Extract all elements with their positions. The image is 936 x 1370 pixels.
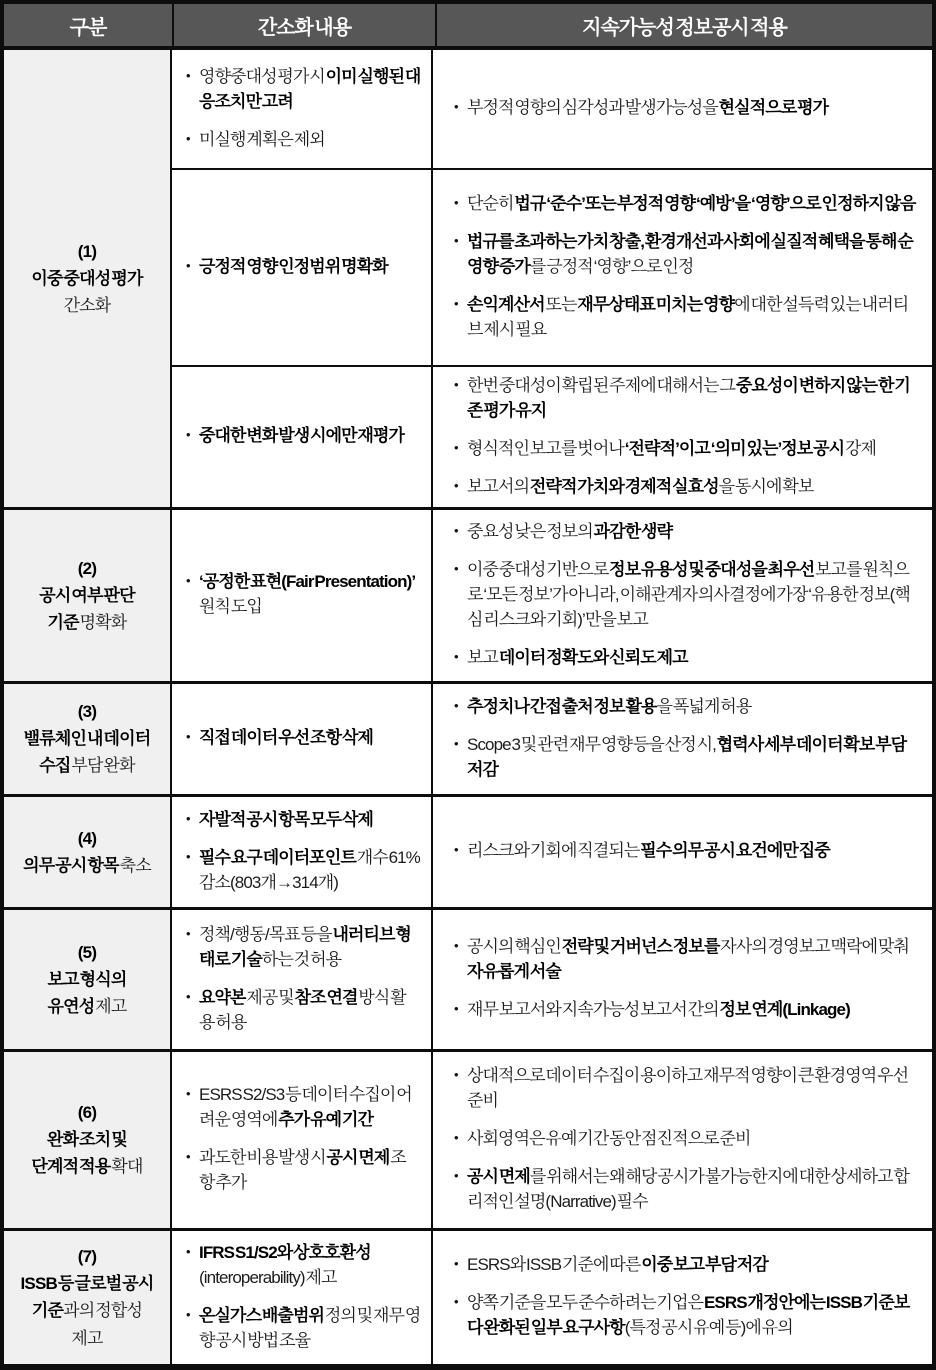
- text-segment: 형식적인 보고를 벗어나: [467, 438, 625, 458]
- table-group-row: [4, 907, 932, 1049]
- bullet-item: [453, 998, 918, 1023]
- text-segment: 긍정적 영향 인정범위 명확화: [199, 256, 388, 276]
- category-line: [23, 852, 151, 879]
- text-segment: 공시 여부 판단: [39, 585, 135, 605]
- bullet-list: [185, 923, 421, 1036]
- bullet-item: [453, 1253, 918, 1278]
- text-segment: 보고서의: [467, 476, 530, 496]
- text-segment: 을 동시에 확보: [718, 476, 814, 496]
- bullet-list: [453, 1253, 918, 1341]
- content-cell: [172, 170, 433, 365]
- category-line: [47, 993, 126, 1020]
- text-segment: 미실행 계획은 제외: [199, 129, 325, 149]
- cell-content: [172, 170, 431, 365]
- bullet-list: [185, 65, 421, 153]
- text-segment: 정보 유용성 및 중대성을 최우선: [609, 559, 815, 579]
- text-segment: 필수 요구 데이터포인트: [199, 847, 356, 867]
- text-segment: 전략적 가치와 경제적 실효성: [529, 476, 719, 496]
- text-segment: 의무 공시 항목: [23, 855, 119, 875]
- cell-content: [433, 50, 932, 168]
- text-segment: 데이터 정확도와 신뢰도 제고: [498, 647, 688, 667]
- table-group-row: [4, 1049, 932, 1228]
- text-segment: 협력사 세부 데이터 확보 부담 저감: [467, 734, 907, 779]
- bullet-item: [453, 1165, 918, 1215]
- bullet-list: [185, 1083, 421, 1196]
- text-segment: 조항 추가: [199, 1148, 406, 1193]
- text-segment: 공시의 핵심인: [467, 937, 562, 957]
- bullet-item: [453, 646, 918, 671]
- category-line: [47, 966, 126, 993]
- bullet-list: [185, 1241, 421, 1354]
- text-segment: 제고: [71, 1328, 103, 1348]
- text-segment: 자유롭게 서술: [467, 962, 561, 982]
- cell-content: [433, 170, 932, 365]
- text-segment: (4): [77, 828, 97, 848]
- text-segment: ESRS 개정안에는 ISSB 기준보다 완화된 일부 요구사항: [467, 1293, 910, 1338]
- cell-content: [433, 910, 932, 1049]
- category-line: [31, 1153, 142, 1180]
- bullet-item: [453, 1127, 918, 1152]
- bullet-item: [185, 726, 421, 751]
- text-segment: 한번 중대성이 확립된 주제에 대해서는 그: [467, 375, 736, 395]
- table-sub-row: [172, 510, 932, 681]
- text-segment: 참조 연결: [294, 987, 358, 1007]
- table-group-row: [4, 681, 932, 794]
- text-segment: 이중 중대성 평가: [31, 268, 143, 288]
- category-cell: [4, 510, 172, 681]
- bullet-item: [185, 65, 421, 115]
- bullet-item: [453, 695, 918, 720]
- text-segment: 유연성: [47, 996, 95, 1016]
- category-line: [39, 582, 135, 609]
- text-segment: 또는: [544, 294, 578, 314]
- text-segment: 을 폭넓게 허용: [656, 696, 752, 716]
- text-segment: Scope 3 및 관련 재무 영향 등을 산정 시,: [467, 734, 717, 754]
- text-segment: 밸류체인 내 데이터: [23, 729, 151, 749]
- text-segment: 전략 및 거버넌스 정보를: [561, 937, 720, 957]
- text-segment: 과감한 생략: [593, 521, 673, 541]
- text-segment: 정책/행동/목표 등을: [199, 924, 333, 944]
- text-segment: (interoperability) 제고: [199, 1267, 337, 1287]
- bullet-item: [185, 424, 421, 449]
- bullet-item: [453, 839, 918, 864]
- bullet-list: [185, 808, 421, 896]
- text-segment: 강제: [844, 438, 877, 458]
- text-segment: 보고 형식의: [47, 969, 127, 989]
- bullet-item: [185, 986, 421, 1036]
- bullet-item: [185, 923, 421, 973]
- text-segment: 원칙 도입: [199, 597, 262, 617]
- bullet-list: [453, 520, 918, 671]
- text-segment: 보고를 원칙으로 ‘모든 정보’가 아니라, 이해관계자 의사결정에 가장 ‘유용한 정보(핵심 리스크와 기회)’만을 보고: [467, 559, 910, 629]
- header-category: 구분: [69, 16, 107, 39]
- category-line: [78, 555, 96, 582]
- text-segment: ‘공정한 표현(Fair Presentation)’: [199, 572, 416, 592]
- text-segment: (1): [77, 241, 97, 261]
- text-segment: 를 긍정적 ‘영향’으로 인정: [529, 256, 694, 276]
- text-segment: ISSB 등 글로벌 공시: [20, 1274, 154, 1294]
- bullet-list: [453, 96, 918, 121]
- category-line: [64, 292, 111, 319]
- category-cell: [4, 797, 172, 907]
- sub-rows: [172, 50, 932, 507]
- text-segment: 추가 유예 기간: [278, 1110, 374, 1130]
- text-segment: 내러티브 형태로 기술: [199, 924, 411, 969]
- bullet-item: [453, 230, 918, 280]
- table-sub-row: [172, 797, 932, 907]
- application-cell: [433, 1052, 932, 1228]
- text-segment: 제공 및: [245, 987, 295, 1007]
- application-cell: [433, 50, 932, 168]
- text-segment: 자발적 공시 항목 모두 삭제: [199, 809, 374, 829]
- bullet-item: [185, 1241, 421, 1291]
- cell-content: [433, 684, 932, 794]
- text-segment: ‘전략적’이고 ‘의미 있는’ 정보 공시: [624, 438, 845, 458]
- bullet-item: [185, 1304, 421, 1354]
- cell-content: [172, 910, 431, 1049]
- cell-content: [433, 510, 932, 681]
- bullet-list: [453, 839, 918, 864]
- application-cell: [433, 170, 932, 365]
- bullet-list: [185, 570, 421, 620]
- bullet-item: [453, 1064, 918, 1114]
- table-sub-row: [172, 910, 932, 1049]
- bullet-item: [453, 733, 918, 783]
- text-segment: 부정적 영향의 심각성과 발생가능성을: [467, 98, 719, 118]
- content-cell: [172, 1231, 433, 1364]
- text-segment: 이중 중대성 기반으로: [467, 559, 610, 579]
- text-segment: 기준: [31, 1301, 64, 1321]
- bullet-item: [185, 570, 421, 620]
- bullet-list: [453, 192, 918, 343]
- sub-rows: [172, 1231, 932, 1364]
- cell-content: [172, 367, 431, 507]
- cell-content: [172, 50, 431, 168]
- content-cell: [172, 367, 433, 507]
- category-cell: [4, 1231, 172, 1364]
- sub-rows: [172, 684, 932, 794]
- text-segment: 단계적 적용: [31, 1157, 111, 1177]
- text-segment: IFRS S1/S2와 상호호환성: [199, 1242, 371, 1262]
- application-cell: [433, 797, 932, 907]
- bullet-item: [185, 846, 421, 896]
- category-line: [78, 698, 96, 725]
- category-line: [47, 609, 126, 636]
- category-line: [78, 1099, 96, 1126]
- category-line: [78, 825, 96, 852]
- content-cell: [172, 50, 433, 168]
- category-line: [78, 939, 96, 966]
- application-cell: [433, 510, 932, 681]
- text-segment: 중요성이 변하지 않는 한 기존 평가 유지: [467, 375, 910, 420]
- sub-rows: [172, 910, 932, 1049]
- text-segment: 방식 활용 허용: [199, 987, 406, 1032]
- text-segment: 손익계산서: [467, 294, 545, 314]
- bullet-item: [453, 374, 918, 424]
- table-header-row: [4, 4, 932, 50]
- text-segment: (3): [77, 702, 97, 722]
- bullet-item: [185, 1083, 421, 1133]
- bullet-list: [453, 1064, 918, 1215]
- text-segment: 축소: [118, 855, 151, 875]
- header-application: 지속가능성 정보공시 적용: [435, 4, 932, 46]
- text-segment: (특정 공시 유예 등)에 유의: [624, 1318, 793, 1338]
- sub-rows: [172, 1052, 932, 1228]
- cell-content: [172, 1231, 431, 1364]
- content-cell: [172, 1052, 433, 1228]
- table-sub-row: [172, 684, 932, 794]
- category-line: [71, 1325, 102, 1352]
- text-segment: 개수 61% 감소(803개→314개): [199, 847, 420, 892]
- bullet-list: [453, 935, 918, 1023]
- category-cell: [4, 50, 172, 507]
- content-cell: [172, 684, 433, 794]
- text-segment: 중대한 변화 발생 시에만 재평가: [199, 426, 405, 446]
- bullet-item: [185, 128, 421, 153]
- cell-content: [172, 797, 431, 907]
- text-segment: 보고: [467, 647, 499, 667]
- sub-rows: [172, 510, 932, 681]
- category-line: [24, 725, 151, 752]
- text-segment: 이미 실행된 대응조치만 고려: [199, 66, 421, 111]
- cell-content: [172, 684, 431, 794]
- text-segment: 자사의 경영보고 맥락에 맞춰: [719, 937, 910, 957]
- table-group-row: [4, 794, 932, 907]
- bullet-list: [185, 255, 421, 280]
- text-segment: 정의 및 재무 영향 공시 방법 조율: [199, 1305, 421, 1350]
- text-segment: 정보 연계(Linkage): [719, 1000, 850, 1020]
- text-segment: ESRS S2/S3 등 데이터 수집이 어려운 영역에: [199, 1085, 412, 1130]
- bullet-list: [185, 424, 421, 449]
- bullet-item: [185, 255, 421, 280]
- cell-content: [433, 1052, 932, 1228]
- text-segment: (7): [77, 1246, 97, 1266]
- table-body: [4, 50, 932, 1364]
- category-cell: [4, 910, 172, 1049]
- content-cell: [172, 910, 433, 1049]
- bullet-list: [453, 374, 918, 500]
- text-segment: 중요성 낮은 정보의: [467, 521, 594, 541]
- text-segment: 기준: [47, 612, 79, 632]
- content-cell: [172, 797, 433, 907]
- text-segment: 직접 데이터 우선 조항 삭제: [199, 728, 374, 748]
- text-segment: 재무 보고서와 지속가능성 보고서 간의: [467, 1000, 720, 1020]
- bullet-item: [453, 935, 918, 985]
- text-segment: 추정치나 간접 출처 정보 활용: [467, 696, 657, 716]
- category-line: [21, 1270, 154, 1297]
- application-cell: [433, 684, 932, 794]
- content-cell: [172, 510, 433, 681]
- bullet-item: [453, 475, 918, 500]
- text-segment: 리스크와 기회에 직결되는: [467, 841, 641, 861]
- text-segment: 요약본: [199, 987, 246, 1007]
- table-group-row: [4, 1228, 932, 1364]
- category-line: [78, 238, 96, 265]
- text-segment: 이중 보고 부담 저감: [641, 1255, 768, 1275]
- text-segment: 양쪽 기준을 모두 준수하려는 기업은: [467, 1293, 704, 1313]
- text-segment: 과의 정합성: [63, 1301, 143, 1321]
- bullet-item: [453, 192, 918, 217]
- text-segment: (6): [77, 1103, 97, 1123]
- bullet-list: [453, 695, 918, 783]
- bullet-item: [185, 1146, 421, 1196]
- table-group-row: [4, 507, 932, 681]
- category-line: [39, 752, 135, 779]
- text-segment: ESRS와 ISSB 기준에 따른: [467, 1255, 642, 1275]
- text-segment: 사회영역은 유예 기간 동안 점진적으로 준비: [467, 1129, 751, 1149]
- text-segment: 제고: [94, 996, 127, 1016]
- category-line: [78, 1243, 96, 1270]
- text-segment: 상대적으로 데이터 수집이 용이하고 재무적 영향이 큰 환경영역 우선 준비: [467, 1066, 909, 1111]
- text-segment: 확대: [110, 1157, 143, 1177]
- table-sub-row: [172, 365, 932, 507]
- text-segment: 영향중대성 평가 시: [199, 66, 326, 86]
- cell-content: [433, 1231, 932, 1364]
- table-sub-row: [172, 50, 932, 168]
- bullet-item: [453, 558, 918, 633]
- text-segment: 공시 면제: [326, 1148, 390, 1168]
- bullet-item: [453, 96, 918, 121]
- application-cell: [433, 367, 932, 507]
- category-line: [31, 265, 142, 292]
- application-cell: [433, 910, 932, 1049]
- table-sub-row: [172, 168, 932, 365]
- text-segment: 현실적으로 평가: [718, 98, 829, 118]
- text-segment: 에 대한 설득력 있는 내러티브 제시 필요: [467, 294, 909, 339]
- text-segment: 법규를 초과하는 가치 창출, 환경개선과 사회에 실질적 혜택을 통해 순영향 증가: [467, 231, 913, 276]
- text-segment: 완화 조치 및: [47, 1130, 127, 1150]
- category-line: [47, 1126, 127, 1153]
- header-content: 간소화 내용: [172, 4, 435, 46]
- text-segment: 수집: [39, 756, 71, 776]
- bullet-item: [185, 808, 421, 833]
- sub-rows: [172, 797, 932, 907]
- bullet-item: [453, 293, 918, 343]
- text-segment: 과도한 비용 발생 시: [199, 1148, 327, 1168]
- text-segment: (2): [77, 558, 97, 578]
- category-line: [32, 1297, 142, 1324]
- cell-content: [433, 797, 932, 907]
- text-segment: 온실가스 배출범위: [199, 1305, 324, 1325]
- text-segment: 부담 완화: [70, 756, 135, 776]
- text-segment: 단순히: [467, 193, 515, 213]
- bullet-item: [453, 437, 918, 462]
- table-group-row: [4, 50, 932, 507]
- text-segment: 공시 면제: [467, 1167, 530, 1187]
- text-segment: 명확화: [78, 612, 127, 632]
- text-segment: 간소화: [63, 296, 111, 316]
- cell-content: [172, 510, 431, 681]
- bullet-item: [453, 520, 918, 545]
- application-cell: [433, 1231, 932, 1364]
- text-segment: 재무상태표 미치는 영향: [577, 294, 735, 314]
- text-segment: 하는 것 허용: [261, 949, 342, 969]
- text-segment: 를 위해서는 왜 해당 공시가 불가능한지에 대한 상세하고 합리적인 설명(Narrative) 필수: [467, 1167, 910, 1212]
- text-segment: (5): [77, 942, 97, 962]
- category-cell: [4, 1052, 172, 1228]
- bullet-list: [185, 726, 421, 751]
- cell-content: [433, 367, 932, 507]
- cell-content: [172, 1052, 431, 1228]
- bullet-item: [453, 1291, 918, 1341]
- text-segment: 필수 의무 공시 요건에만 집중: [640, 841, 830, 861]
- table-sub-row: [172, 1052, 932, 1228]
- category-cell: [4, 684, 172, 794]
- table-sub-row: [172, 1231, 932, 1364]
- text-segment: 법규 ‘준수’ 또는 부정적 영향 ‘예방’을 ‘영향’으로 인정하지 않음: [514, 193, 916, 213]
